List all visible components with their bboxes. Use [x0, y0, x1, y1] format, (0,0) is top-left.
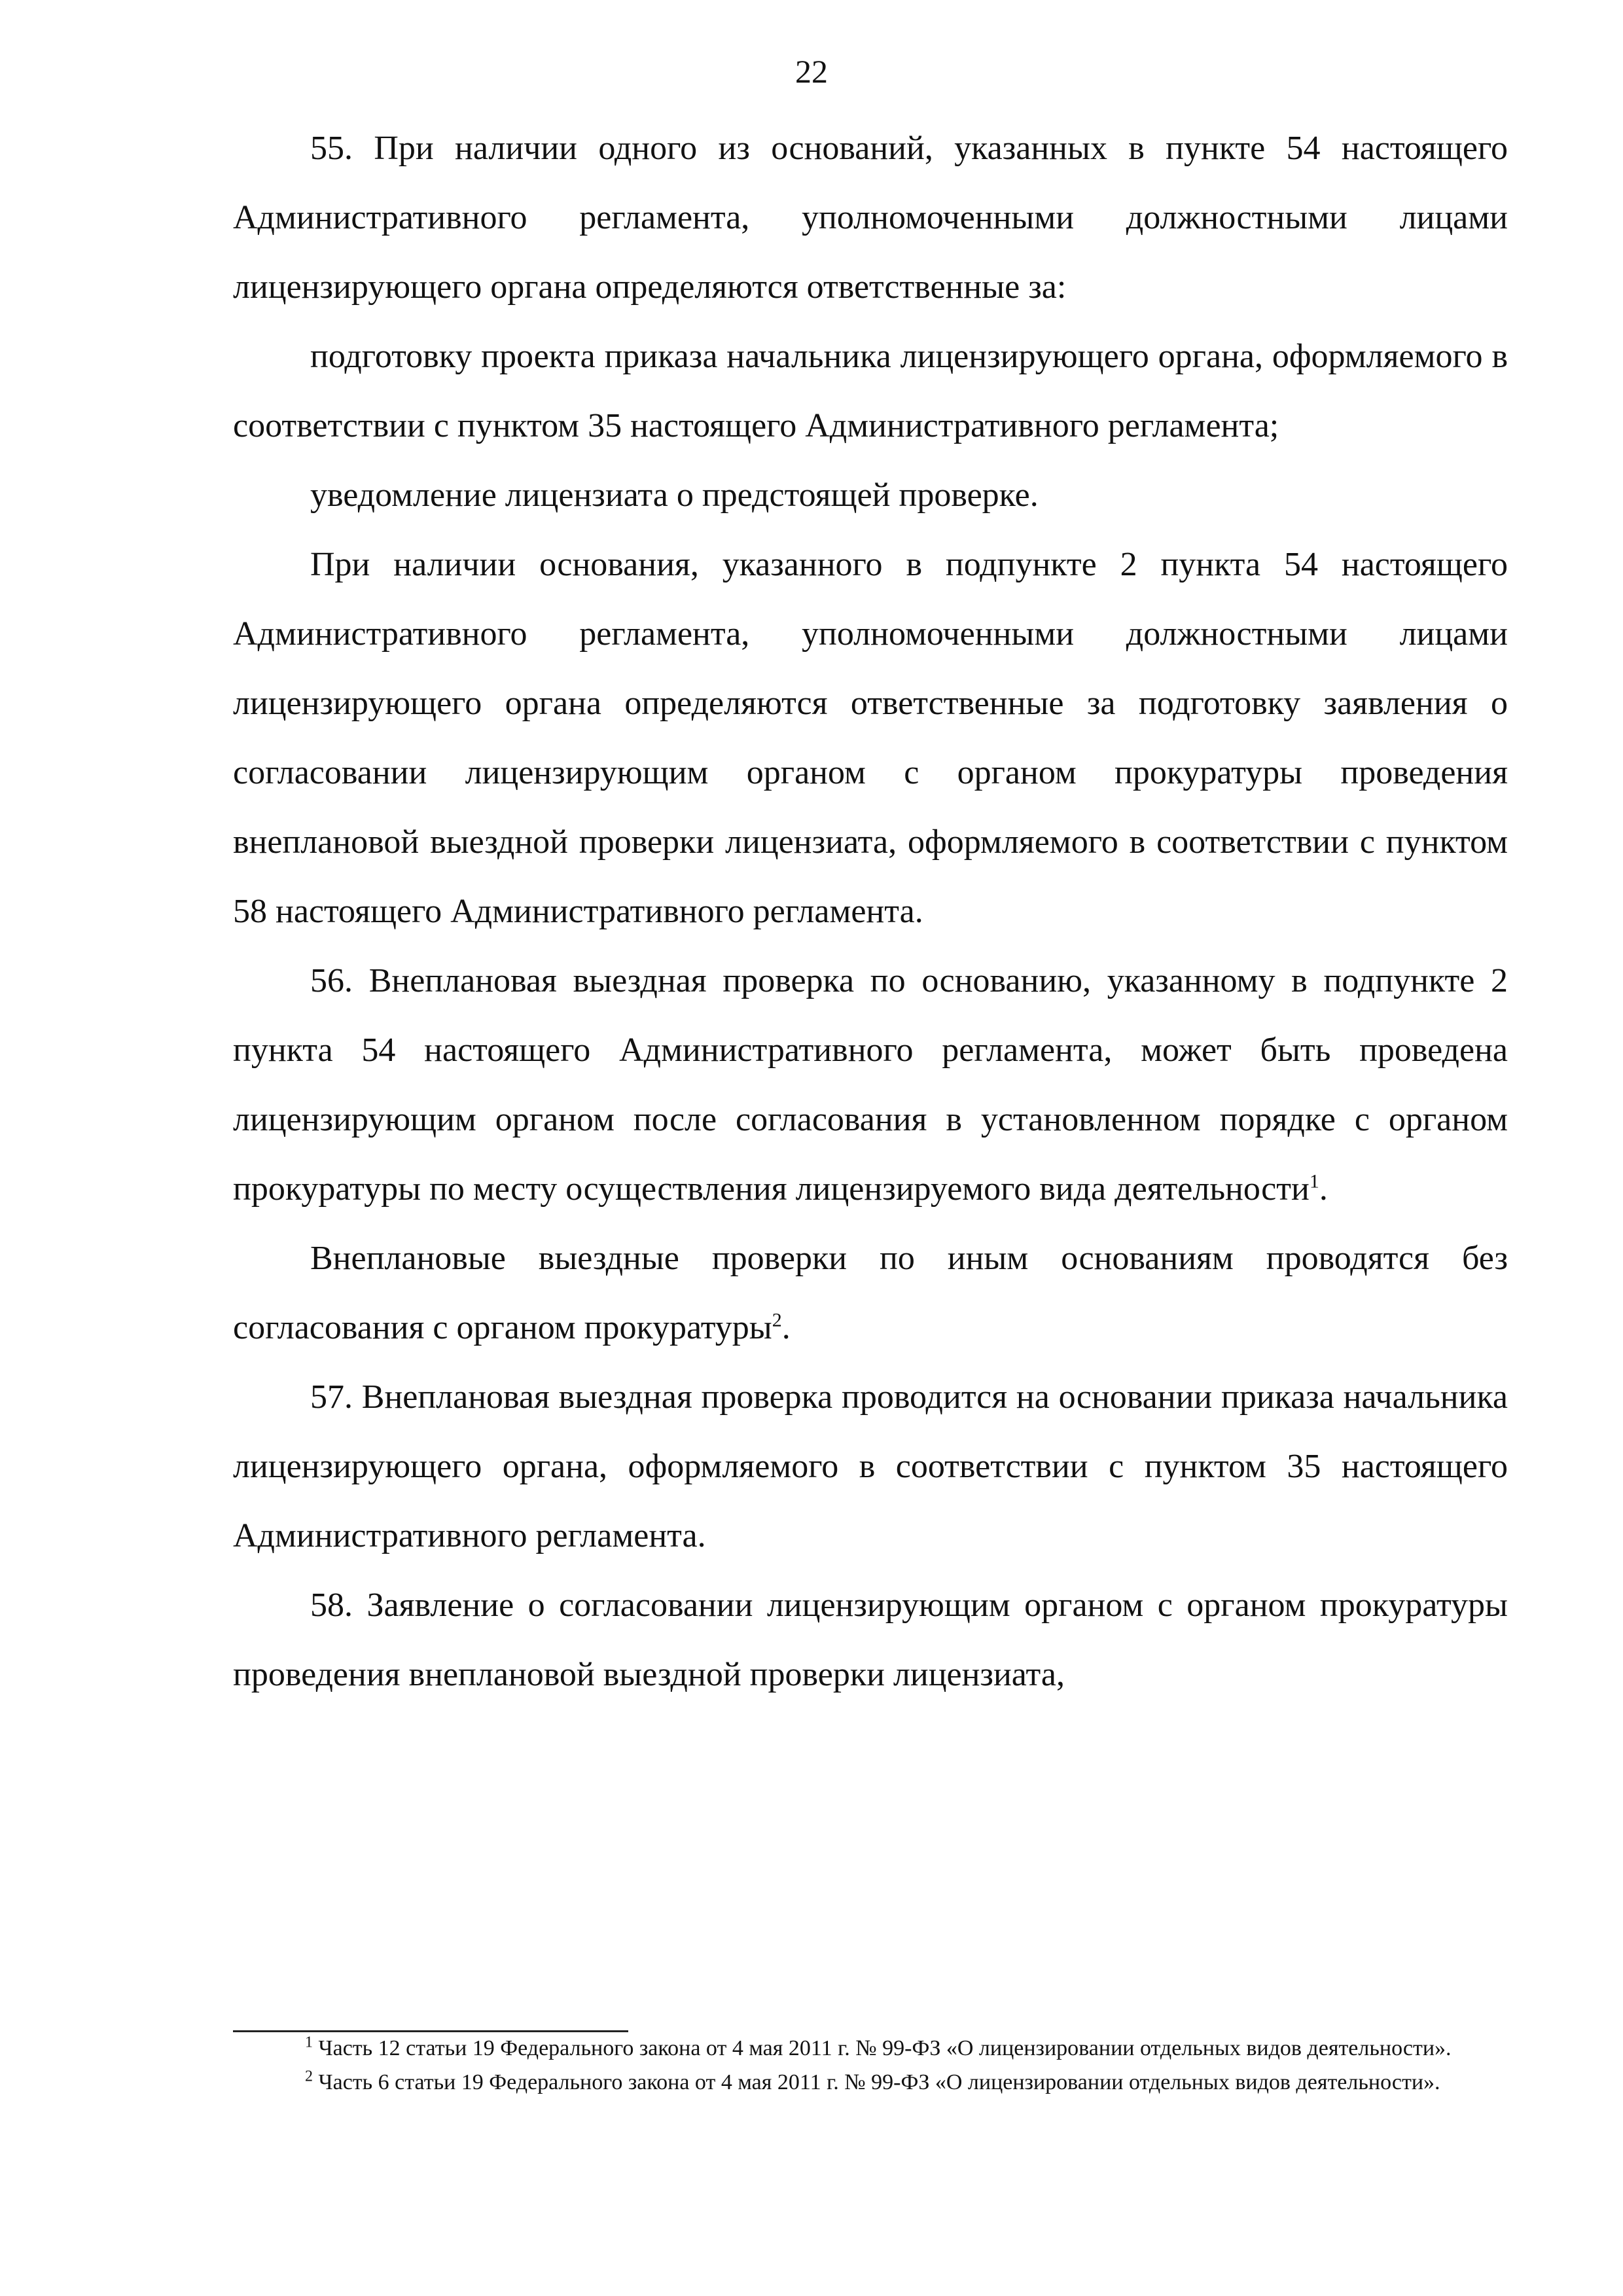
body-text [233, 114, 1508, 1710]
paragraph-55: 55. При наличии одного из оснований, указанных в пункте 54 настоящего Административного регламента, уполномоченными должностными лицами лицензирующего органа определяются ответственные за: [233, 130, 1508, 306]
footnote-mark-1: 1 [305, 2034, 313, 2051]
paragraph-55-prosecutor: При наличии основания, указанного в подпункте 2 пункта 54 настоящего Административного регламента, уполномоченными должностными лицами лицензирующего органа определяются ответственные за подготовку заявления о согласовании лицензирующим органом с органом прокуратуры проведения внеплановой выездной проверки лицензиата, оформляемого в соответствии с пунктом 58 настоящего Административного регламента. [233, 546, 1508, 930]
page-number: 22 [795, 53, 828, 90]
paragraph-55-item-notice: уведомление лицензиата о предстоящей проверке. [310, 476, 1039, 514]
footnote-mark-2: 2 [305, 2068, 313, 2085]
footnote-ref-1[interactable]: 1 [1309, 1170, 1319, 1193]
footnote-ref-2[interactable]: 2 [772, 1309, 782, 1331]
footnotes [233, 2036, 1508, 2104]
paragraph-56-other: Внеплановые выездные проверки по иным основаниям проводятся без согласования с органом прокуратуры$^2$. [233, 1240, 1508, 1346]
paragraph-55-item-order: подготовку проекта приказа начальника лицензирующего органа, оформляемого в соответствии с пунктом 35 настоящего Административного регламента; [233, 338, 1508, 444]
footnote-2: $^2$ Часть 6 статьи 19 Федерального закона от 4 мая 2011 г. № 99-ФЗ «О лицензировании отдельных видов деятельности». [305, 2068, 1440, 2094]
paragraph-57: 57. Внеплановая выездная проверка проводится на основании приказа начальника лицензирующего органа, оформляемого в соответствии с пунктом 35 настоящего Административного регламента. [233, 1378, 1508, 1554]
footnote-1: $^1$ Часть 12 статьи 19 Федерального закона от 4 мая 2011 г. № 99-ФЗ «О лицензировании отдельных видов деятельности». [305, 2034, 1452, 2060]
footnote-divider [233, 2030, 628, 2032]
paragraph-58: 58. Заявление о согласовании лицензирующим органом с органом прокуратуры проведения внеплановой выездной проверки лицензиата, [233, 1587, 1508, 1693]
paragraph-56: 56. Внеплановая выездная проверка по основанию, указанному в подпункте 2 пункта 54 настоящего Административного регламента, может быть проведена лицензирующим органом после согласования в установленном порядке с органом прокуратуры по месту осуществления лицензируемого вида деятельности$^1$. [233, 962, 1508, 1208]
